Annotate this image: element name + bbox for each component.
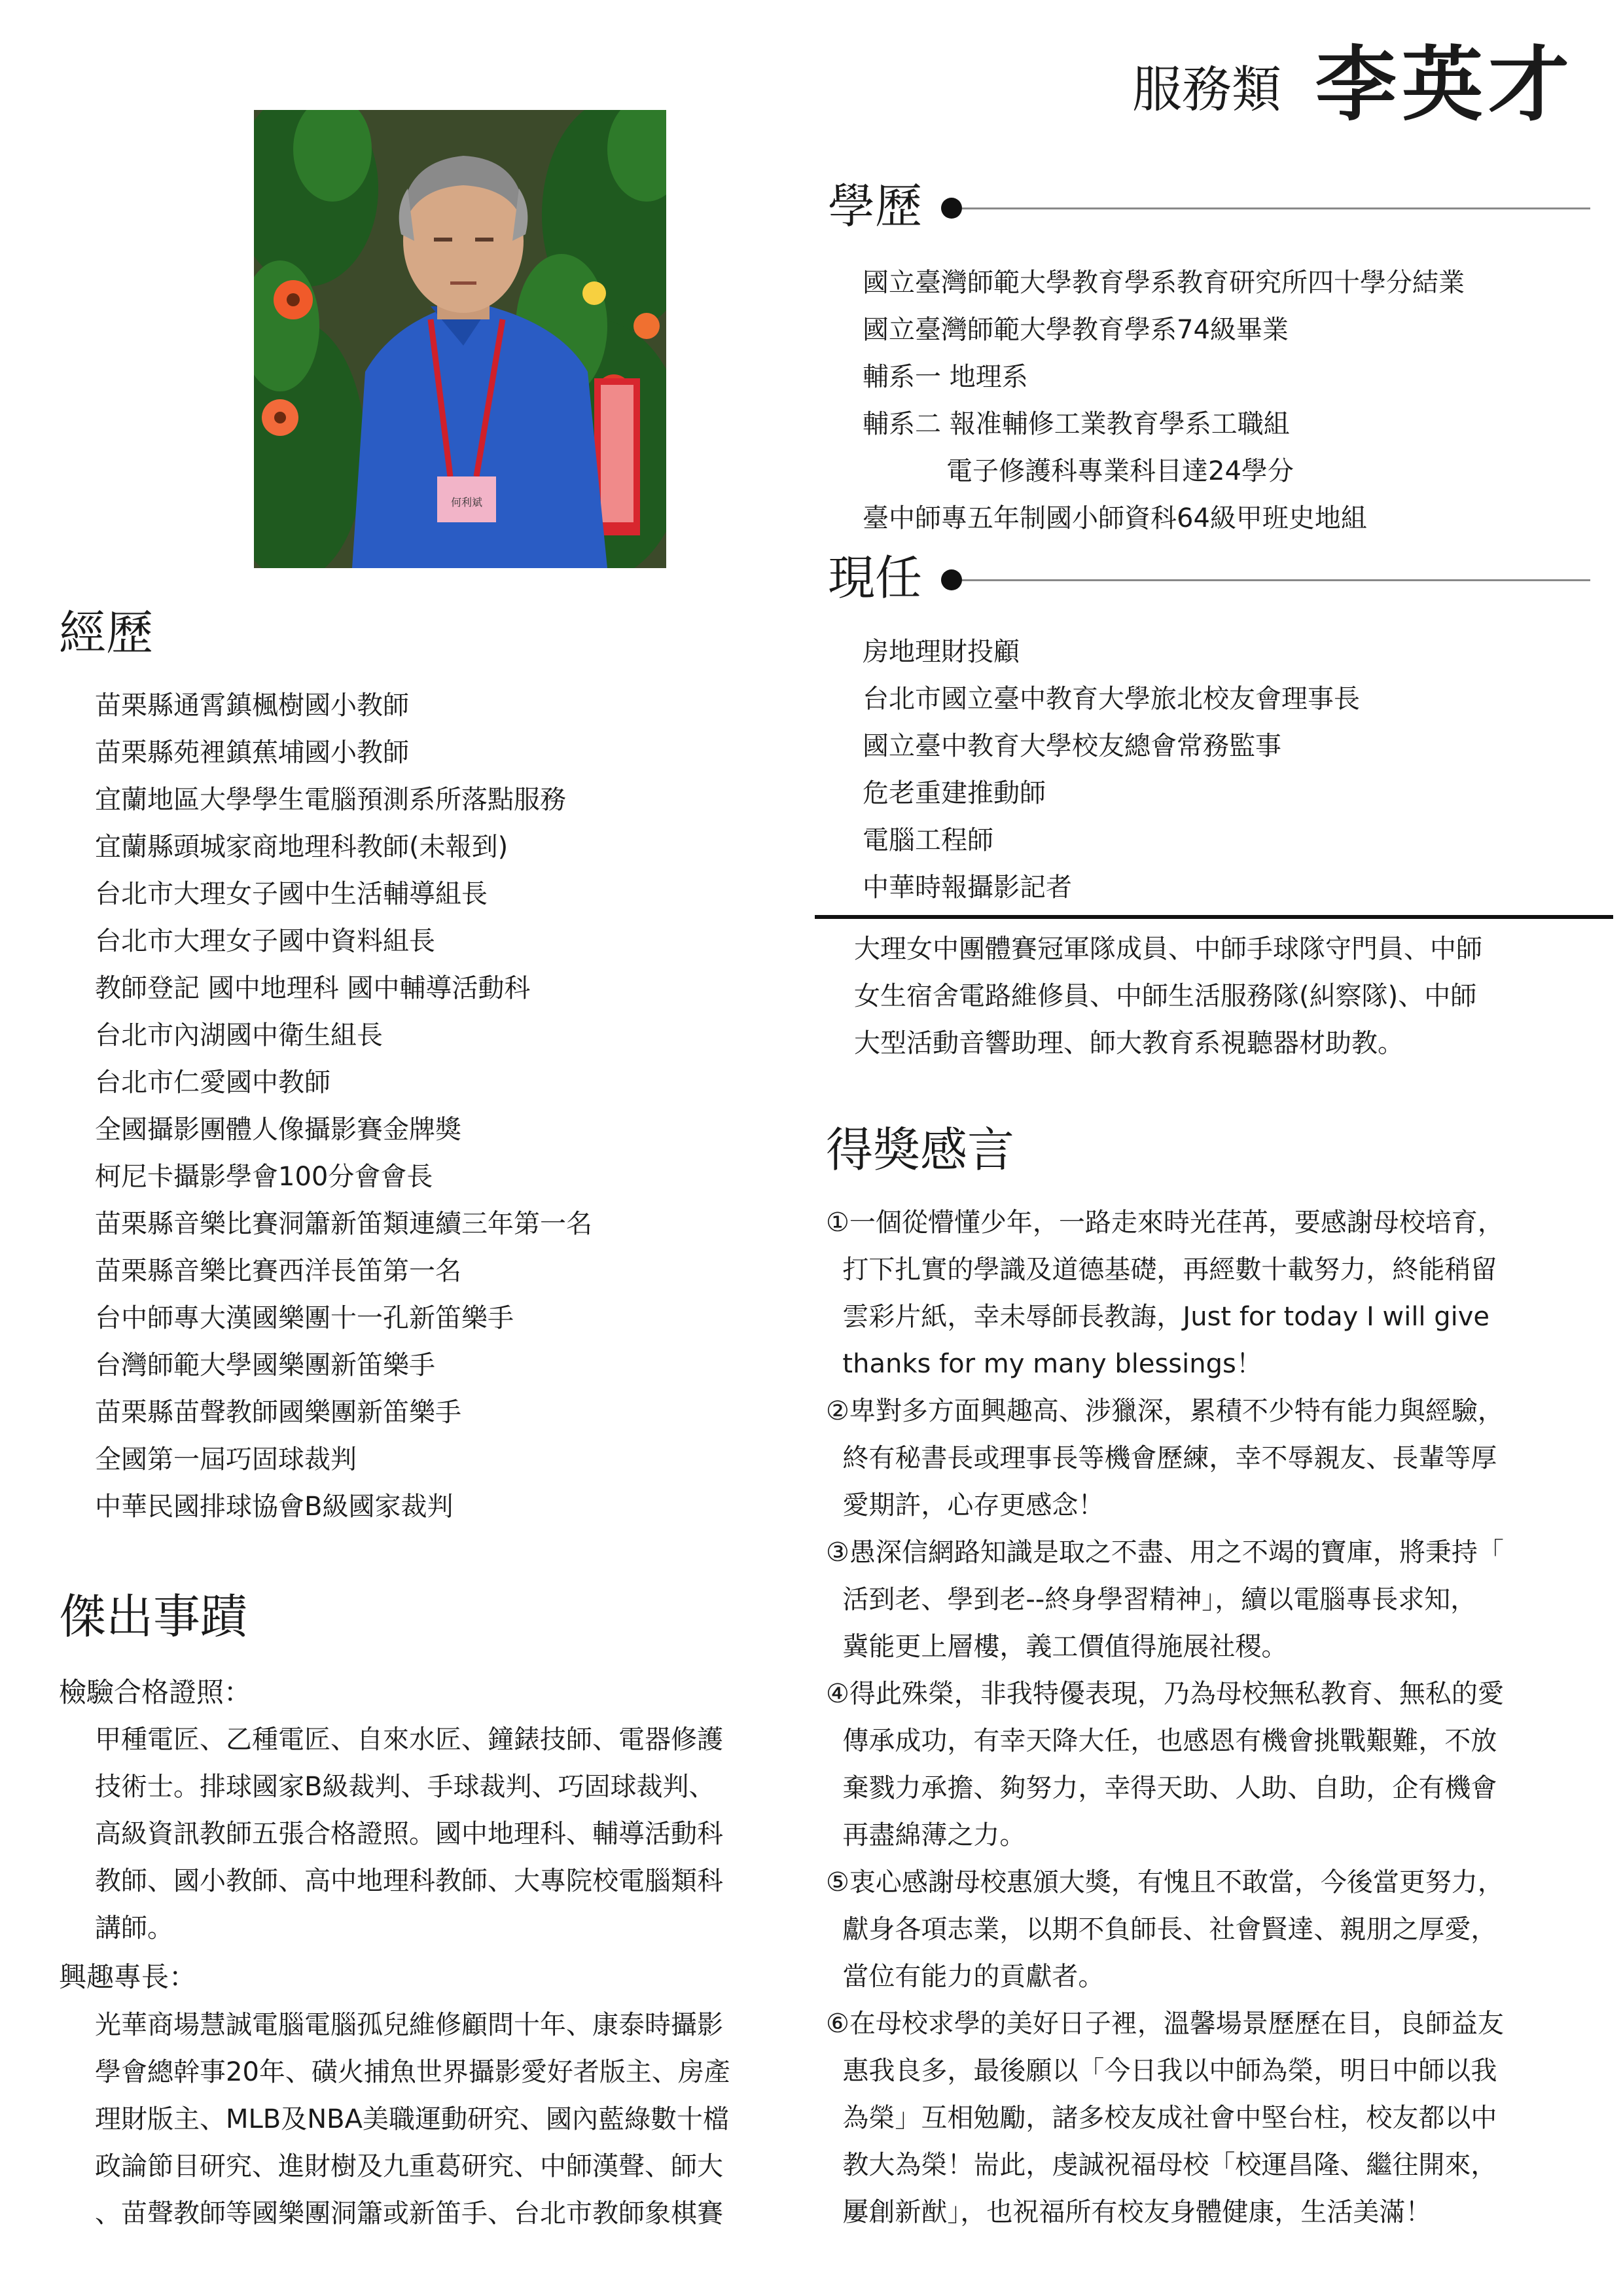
current-title: 現任 [828, 550, 923, 605]
cert-body [95, 1716, 723, 1952]
list-item: 台北市大理女子國中生活輔導組長 [95, 879, 488, 909]
achievements-title: 傑出事蹟 [59, 1589, 248, 1644]
list-item: 柯尼卡攝影學會100分會會長 [95, 1162, 433, 1192]
speech-line: 終有秘書長或理事長等機會歷練，幸不辱親友、長輩等厚 [826, 1443, 1497, 1473]
speech-line: 活到老、學到老--終身學習精神」，續以電腦專長求知， [826, 1585, 1477, 1615]
school-roles [854, 925, 1482, 1067]
awardee-name: 李英才 [1315, 38, 1575, 132]
badge-text: 何利斌 [450, 496, 483, 509]
list-item: 台灣師範大學國樂團新笛樂手 [95, 1350, 435, 1380]
section-rule [962, 579, 1590, 581]
speech-line: ②卑對多方面興趣高、涉獵深，累積不少特有能力與經驗， [826, 1396, 1504, 1426]
list-item: 台北市仁愛國中教師 [95, 1067, 330, 1098]
speech-line: 打下扎實的學識及道德基礎，再經數十載努力，終能稍留 [826, 1255, 1497, 1285]
list-item: 危老重建推動師 [863, 778, 1046, 808]
text-line: 學會總幹事20年、磺火捕魚世界攝影愛好者版主、房產 [95, 2057, 730, 2087]
portrait-photo [254, 110, 666, 568]
text-line: 高級資訊教師五張合格證照。國中地理科、輔導活動科 [95, 1819, 723, 1849]
speech-title: 得獎感言 [826, 1122, 1015, 1177]
text-line: 大型活動音響助理、師大教育系視聽器材助教。 [854, 1028, 1404, 1058]
list-item: 輔系一 地理系 [863, 362, 1028, 392]
list-item: 全國第一屆巧固球裁判 [95, 1444, 357, 1475]
speech-line: 再盡綿薄之力。 [826, 1820, 1026, 1850]
list-item: 教師登記 國中地理科 國中輔導活動科 [95, 973, 531, 1003]
speech-line: ③愚深信網路知識是取之不盡、用之不竭的寶庫，將秉持「 [826, 1537, 1504, 1568]
text-line: 、苗聲教師等國樂團洞簫或新笛手、台北市教師象棋賽 [95, 2198, 723, 2229]
bullet-icon [941, 198, 962, 219]
list-item: 國立臺灣師範大學教育學系教育研究所四十學分結業 [863, 268, 1465, 298]
list-item: 苗栗縣苑裡鎮蕉埔國小教師 [95, 738, 409, 768]
list-item: 台北市大理女子國中資料組長 [95, 926, 435, 956]
list-item: 苗栗縣音樂比賽洞簫新笛類連續三年第一名 [95, 1209, 592, 1239]
speech-line: ⑤衷心感謝母校惠頒大獎，有愧且不敢當，今後當更努力， [826, 1867, 1504, 1897]
speech-line: 雲彩片紙，幸未辱師長教誨，Just for today I will give [826, 1302, 1490, 1332]
speech-line: 冀能更上層樓，義工價值得施展社稷。 [826, 1632, 1288, 1662]
divider [815, 915, 1613, 919]
speech-line: 傳承成功，有幸天降大任，也感恩有機會挑戰艱難，不放 [826, 1726, 1497, 1756]
hobby-body [95, 2001, 730, 2237]
list-item: 苗栗縣苗聲教師國樂團新笛樂手 [95, 1397, 461, 1427]
speech-line: 當位有能力的貢獻者。 [826, 1962, 1105, 1992]
list-item: 台北市內湖國中衛生組長 [95, 1020, 383, 1050]
list-item: 臺中師專五年制國小師資科64級甲班史地組 [863, 503, 1367, 533]
text-line: 技術士。排球國家B級裁判、手球裁判、巧固球裁判、 [95, 1772, 715, 1802]
list-item: 宜蘭縣頭城家商地理科教師(未報到) [95, 832, 508, 862]
list-item: 電腦工程師 [863, 825, 993, 855]
list-item: 苗栗縣音樂比賽西洋長笛第一名 [95, 1256, 461, 1286]
speech-line: 教大為榮！耑此，虔誠祝福母校「校運昌隆、繼往開來， [826, 2150, 1497, 2180]
text-line: 理財版主、MLB及NBA美職運動研究、國內藍綠數十檔 [95, 2104, 729, 2134]
text-line: 大理女中團體賽冠軍隊成員、中師手球隊守門員、中師 [854, 934, 1482, 964]
speech-body [826, 1199, 1504, 2236]
list-item: 台中師專大漢國樂團十一孔新笛樂手 [95, 1303, 514, 1333]
speech-line: 獻身各項志業，以期不負師長、社會賢達、親朋之厚愛， [826, 1914, 1497, 1945]
speech-line: 棄戮力承擔、夠努力，幸得天助、人助、自助，企有機會 [826, 1773, 1497, 1803]
experience-list [95, 682, 592, 1530]
list-item: 中華民國排球協會B級國家裁判 [95, 1492, 454, 1522]
list-item: 國立臺灣師範大學教育學系74級畢業 [863, 315, 1289, 345]
bullet-icon [941, 569, 962, 590]
list-item: 輔系二 報准輔修工業教育學系工職組 [863, 409, 1290, 439]
education-title: 學歷 [828, 179, 923, 234]
speech-line: ④得此殊榮，非我特優表現，乃為母校無私教育、無私的愛 [826, 1679, 1504, 1709]
list-item: 房地理財投顧 [863, 637, 1020, 667]
section-rule [962, 207, 1590, 209]
text-line: 教師、國小教師、高中地理科教師、大專院校電腦類科 [95, 1866, 723, 1896]
experience-title: 經歷 [59, 605, 154, 660]
speech-line: ①一個從懵懂少年，一路走來時光荏苒，要感謝母校培育， [826, 1208, 1504, 1238]
speech-line: 愛期許，心存更感念！ [826, 1490, 1105, 1520]
current-list [863, 628, 1360, 911]
list-item: 電子修護科專業科目達24學分 [946, 456, 1294, 486]
text-line: 女生宿舍電路維修員、中師生活服務隊(糾察隊)、中師 [854, 981, 1477, 1011]
speech-line: ⑥在母校求學的美好日子裡，溫馨場景歷歷在目，良師益友 [826, 2009, 1504, 2039]
list-item: 中華時報攝影記者 [863, 872, 1072, 903]
text-line: 講師。 [95, 1913, 173, 1943]
speech-line: thanks for my many blessings！ [826, 1349, 1262, 1379]
list-item: 苗栗縣通霄鎮楓樹國小教師 [95, 691, 409, 721]
speech-line: 惠我良多，最後願以「今日我以中師為榮，明日中師以我 [826, 2056, 1497, 2086]
speech-line: 為榮」互相勉勵，諸多校友成社會中堅台柱，校友都以中 [826, 2103, 1497, 2133]
list-item: 國立臺中教育大學校友總會常務監事 [863, 731, 1281, 761]
cert-label: 檢驗合格證照： [59, 1676, 252, 1708]
speech-line: 屢創新猷」，也祝福所有校友身體健康，生活美滿！ [826, 2197, 1432, 2227]
category-label: 服務類 [1132, 60, 1281, 118]
list-item: 全國攝影團體人像攝影賽金牌獎 [95, 1115, 461, 1145]
list-item: 台北市國立臺中教育大學旅北校友會理事長 [863, 684, 1360, 714]
list-item: 宜蘭地區大學學生電腦預測系所落點服務 [95, 785, 566, 815]
text-line: 光華商場慧誠電腦電腦孤兒維修顧問十年、康泰時攝影 [95, 2010, 723, 2040]
text-line: 甲種電匠、乙種電匠、自來水匠、鐘錶技師、電器修護 [95, 1725, 723, 1755]
hobby-label: 興趣專長： [59, 1961, 197, 1993]
text-line: 政論節目研究、進財樹及九重葛研究、中師漢聲、師大 [95, 2151, 723, 2181]
education-list [863, 259, 1465, 542]
